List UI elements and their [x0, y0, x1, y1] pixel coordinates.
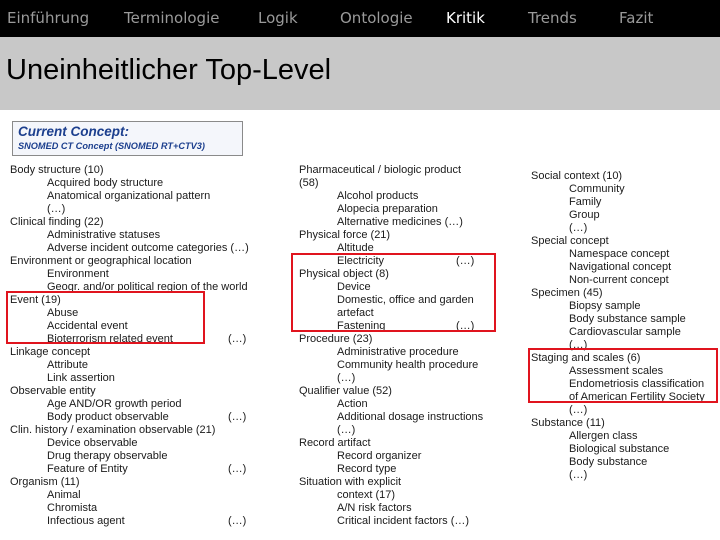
sub-concept: Age AND/OR growth period: [47, 398, 182, 410]
top-level-concept: Clin. history / examination observable (21): [10, 424, 216, 436]
sub-concept: Attribute: [47, 359, 88, 371]
more-indicator: (…): [228, 333, 247, 345]
sub-concept: Link assertion: [47, 372, 115, 384]
more-indicator: (…): [569, 469, 588, 481]
sub-concept: Infectious agent: [47, 515, 125, 527]
more-indicator: (…): [569, 339, 588, 351]
more-indicator: (…): [337, 424, 356, 436]
sub-concept: Body substance sample: [569, 313, 686, 325]
top-level-concept: Procedure (23): [299, 333, 373, 345]
sub-concept: Allergen class: [569, 430, 638, 442]
sub-concept: Navigational concept: [569, 261, 672, 273]
top-level-concept: Specimen (45): [531, 287, 603, 299]
more-indicator: (…): [456, 255, 475, 267]
sub-concept: Body product observable: [47, 411, 169, 423]
sub-concept: Altitude: [337, 242, 374, 254]
sub-concept: Endometriosis classification: [569, 378, 705, 390]
top-level-concept: Pharmaceutical / biologic product: [299, 164, 462, 176]
sub-concept: Critical incident factors (…): [337, 515, 470, 527]
nav-item-trends[interactable]: Trends: [528, 9, 577, 27]
sub-concept: artefact: [337, 307, 374, 319]
top-level-concept: Body structure (10): [10, 164, 104, 176]
sub-concept: Record type: [337, 463, 397, 475]
nav-item-fazit[interactable]: Fazit: [619, 9, 654, 27]
sub-concept: A/N risk factors: [337, 502, 412, 514]
nav-item-kritik[interactable]: Kritik: [446, 9, 485, 27]
sub-concept: Adverse incident outcome categories (…): [47, 242, 249, 254]
page-title: Uneinheitlicher Top-Level: [6, 54, 332, 86]
sub-concept: Assessment scales: [569, 365, 664, 377]
sub-concept: Community: [569, 183, 625, 195]
more-indicator: (…): [228, 515, 247, 527]
more-indicator: (…): [569, 222, 588, 234]
top-level-concept: Substance (11): [531, 417, 605, 429]
sub-concept: Domestic, office and garden: [337, 294, 474, 306]
sub-concept: Alopecia preparation: [337, 203, 438, 215]
sub-concept: Abuse: [47, 307, 79, 319]
sub-concept: Feature of Entity: [47, 463, 128, 475]
concept-box-title: Current Concept:: [18, 124, 129, 139]
more-indicator: (…): [569, 404, 588, 416]
sub-concept: Chromista: [47, 502, 98, 514]
sub-concept: Acquired body structure: [47, 177, 164, 189]
nav-item-einfuehrung[interactable]: Einführung: [7, 9, 90, 27]
sub-concept: of American Fertility Society: [569, 391, 705, 403]
sub-concept: Biological substance: [569, 443, 670, 455]
top-level-concept: Record artifact: [299, 437, 371, 449]
top-level-concept: Clinical finding (22): [10, 216, 104, 228]
sub-concept: Record organizer: [337, 450, 422, 462]
sub-concept: Alternative medicines (…): [337, 216, 463, 228]
nav-item-ontologie[interactable]: Ontologie: [340, 9, 413, 27]
sub-concept: Electricity: [337, 255, 385, 267]
more-indicator: (…): [228, 463, 247, 475]
top-level-concept: Staging and scales (6): [531, 352, 641, 364]
sub-concept: Anatomical organizational pattern: [47, 190, 211, 202]
more-indicator: (…): [337, 372, 356, 384]
more-indicator: (…): [456, 320, 475, 332]
sub-concept: Geogr. and/or political region of the world: [47, 281, 248, 293]
current-concept-box: [12, 121, 243, 156]
sub-concept: Action: [337, 398, 368, 410]
top-level-concept: Special concept: [531, 235, 609, 247]
sub-concept: Namespace concept: [569, 248, 670, 260]
sub-concept: Additional dosage instructions: [337, 411, 484, 423]
top-level-concept: Event (19): [10, 294, 61, 306]
top-level-concept: Observable entity: [10, 385, 96, 397]
sub-concept: Cardiovascular sample: [569, 326, 681, 338]
top-level-concept: Social context (10): [531, 170, 623, 182]
sub-concept: Group: [569, 209, 600, 221]
top-level-concept: Environment or geographical location: [10, 255, 192, 267]
sub-concept: Fastening: [337, 320, 386, 332]
sub-concept: Administrative procedure: [337, 346, 459, 358]
top-level-concept: Linkage concept: [10, 346, 91, 358]
top-level-concept: Organism (11): [10, 476, 80, 488]
top-level-concept: Qualifier value (52): [299, 385, 392, 397]
sub-concept: Animal: [47, 489, 81, 501]
sub-concept: Device: [337, 281, 371, 293]
top-navigation-bar: [0, 0, 720, 37]
sub-concept: Drug therapy observable: [47, 450, 168, 462]
sub-concept: Body substance: [569, 456, 648, 468]
sub-concept: Community health procedure: [337, 359, 479, 371]
nav-item-terminologie[interactable]: Terminologie: [124, 9, 220, 27]
sub-concept: Biopsy sample: [569, 300, 641, 312]
sub-concept: Accidental event: [47, 320, 128, 332]
sub-concept: Bioterrorism related event: [47, 333, 173, 345]
sub-concept: Family: [569, 196, 602, 208]
top-level-concept: Physical force (21): [299, 229, 391, 241]
sub-concept: Administrative statuses: [47, 229, 161, 241]
top-level-concept: Physical object (8): [299, 268, 389, 280]
sub-concept: Device observable: [47, 437, 138, 449]
sub-concept: Non-current concept: [569, 274, 669, 286]
more-indicator: (…): [47, 203, 66, 215]
sub-concept: Alcohol products: [337, 190, 419, 202]
concept-box-subtitle: SNOMED CT Concept (SNOMED RT+CTV3): [18, 141, 205, 151]
sub-concept: Environment: [47, 268, 109, 280]
top-level-concept-count: context (17): [337, 489, 396, 501]
nav-item-logik[interactable]: Logik: [258, 9, 298, 27]
top-level-concept-count: (58): [299, 177, 319, 189]
top-level-concept: Situation with explicit: [299, 476, 402, 488]
more-indicator: (…): [228, 411, 247, 423]
